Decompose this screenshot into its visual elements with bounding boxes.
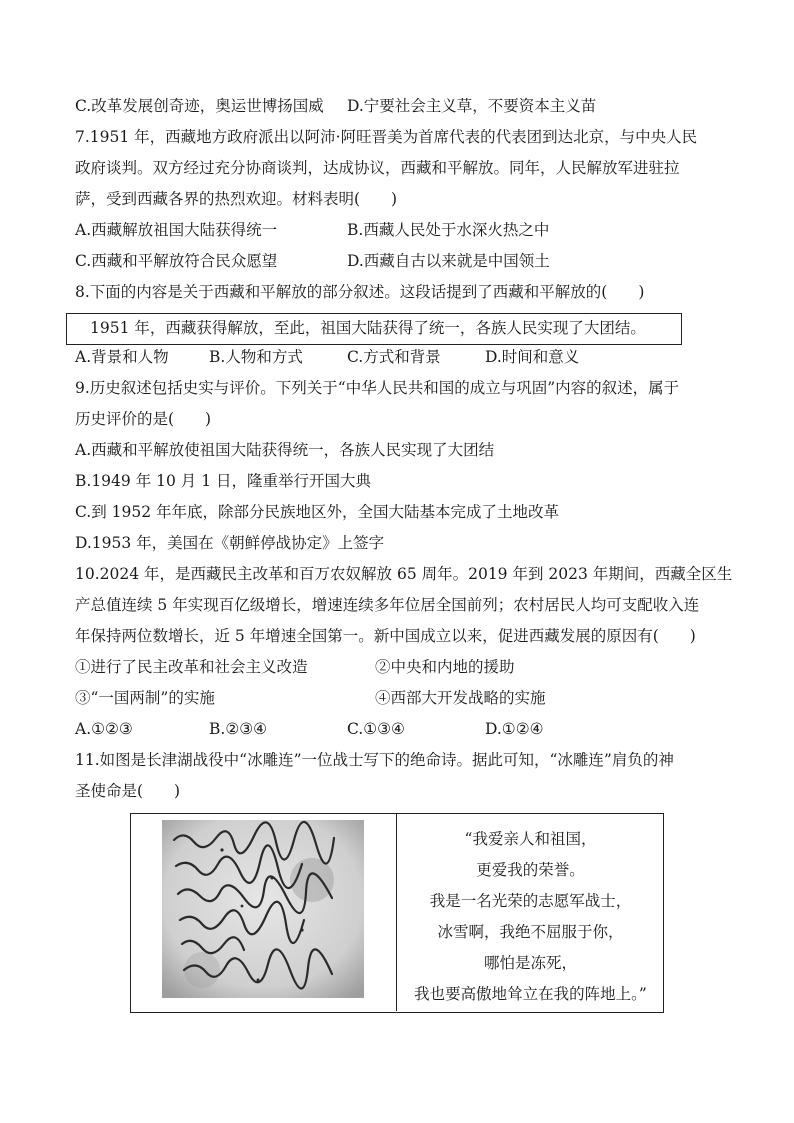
poem-line-4: 冰雪啊，我绝不屈服于你， (437, 923, 624, 941)
q7-option-b[interactable]: B.西藏人民处于水深火热之中 (347, 221, 550, 239)
q7-option-a[interactable]: A.西藏解放祖国大陆获得统一 (75, 221, 278, 239)
q10-statement-4: ④西部大开发战略的实施 (375, 689, 546, 707)
poem-line-3: 我是一名光荣的志愿军战士， (429, 892, 632, 910)
q8-material-box (66, 313, 682, 345)
q10-stem-line2: 产总值连续 5 年实现百亿级增长，增速连续多年位居全国前列；农村居民人均可支配收入连 (75, 596, 700, 614)
handwritten-poem-photo (162, 820, 364, 998)
q11-stem-line1: 11.如图是长津湖战役中“冰雕连”一位战士写下的绝命诗。据此可知，“冰雕连”肩负的神 (75, 751, 674, 769)
poem-line-5: 哪怕是冻死， (483, 954, 577, 972)
poem-line-6: 我也要高傲地耸立在我的阵地上。” (414, 985, 647, 1003)
q11-stem-line2: 圣使命是( ) (75, 782, 181, 800)
q8-material-text: 1951 年，西藏获得解放，至此，祖国大陆获得了统一，各族人民实现了大团结。 (90, 319, 646, 337)
q10-statement-1: ①进行了民主改革和社会主义改造 (75, 658, 308, 676)
q10-option-a[interactable]: A.①②③ (75, 720, 133, 738)
q6-option-c: C.改革发展创奇迹，奥运世博扬国威 (75, 97, 324, 115)
q7-option-c[interactable]: C.西藏和平解放符合民众愿望 (75, 252, 278, 270)
q8-stem: 8.下面的内容是关于西藏和平解放的部分叙述。这段话提到了西藏和平解放的( ) (75, 283, 645, 301)
poem-line-1: “我爱亲人和祖国， (464, 830, 597, 848)
q10-stem-line3: 年保持两位数增长，近 5 年增速全国第一。新中国成立以来，促进西藏发展的原因有( ) (75, 627, 696, 645)
table-divider (396, 813, 397, 1011)
q9-stem-line2: 历史评价的是( ) (75, 410, 212, 428)
poem-transcription (398, 815, 663, 1012)
q10-statement-2: ②中央和内地的援助 (375, 658, 515, 676)
q6-option-d: D.宁要社会主义草，不要资本主义苗 (347, 97, 597, 115)
q9-option-d[interactable]: D.1953 年，美国在《朝鲜停战协定》上签字 (75, 534, 385, 552)
q7-stem-line2: 政府谈判。双方经过充分协商谈判，达成协议，西藏和平解放。同年，人民解放军进驻拉 (75, 159, 680, 177)
q7-stem-line1: 7.1951 年，西藏地方政府派出以阿沛·阿旺晋美为首席代表的代表团到达北京，与中央人民 (75, 128, 698, 146)
q9-stem-line1: 9.历史叙述包括史实与评价。下列关于“中华人民共和国的成立与巩固”内容的叙述，属于 (75, 379, 680, 397)
poem-line-2: 更爱我的荣誉。 (476, 861, 585, 879)
q10-stem-line1: 10.2024 年，是西藏民主改革和百万农奴解放 65 周年。2019 年到 2023 年期间，西藏全区生 (75, 565, 733, 583)
q10-option-d[interactable]: D.①②④ (485, 720, 544, 738)
q7-option-d[interactable]: D.西藏自古以来就是中国领土 (347, 252, 550, 270)
q9-option-c[interactable]: C.到 1952 年年底，除部分民族地区外，全国大陆基本完成了土地改革 (75, 503, 560, 521)
q9-option-a[interactable]: A.西藏和平解放使祖国大陆获得统一，各族人民实现了大团结 (75, 441, 495, 459)
q7-stem-line3: 萨，受到西藏各界的热烈欢迎。材料表明( ) (75, 190, 398, 208)
q9-option-b[interactable]: B.1949 年 10 月 1 日，隆重举行开国大典 (75, 472, 371, 490)
q8-option-d[interactable]: D.时间和意义 (485, 348, 580, 366)
q10-option-c[interactable]: C.①③④ (347, 720, 405, 738)
handwritten-poem-image (162, 820, 364, 998)
q10-option-b[interactable]: B.②③④ (209, 720, 268, 738)
q8-option-c[interactable]: C.方式和背景 (347, 348, 441, 366)
q10-statement-3: ③“一国两制”的实施 (75, 689, 215, 707)
q8-option-a[interactable]: A.背景和人物 (75, 348, 169, 366)
q8-option-b[interactable]: B.人物和方式 (209, 348, 303, 366)
